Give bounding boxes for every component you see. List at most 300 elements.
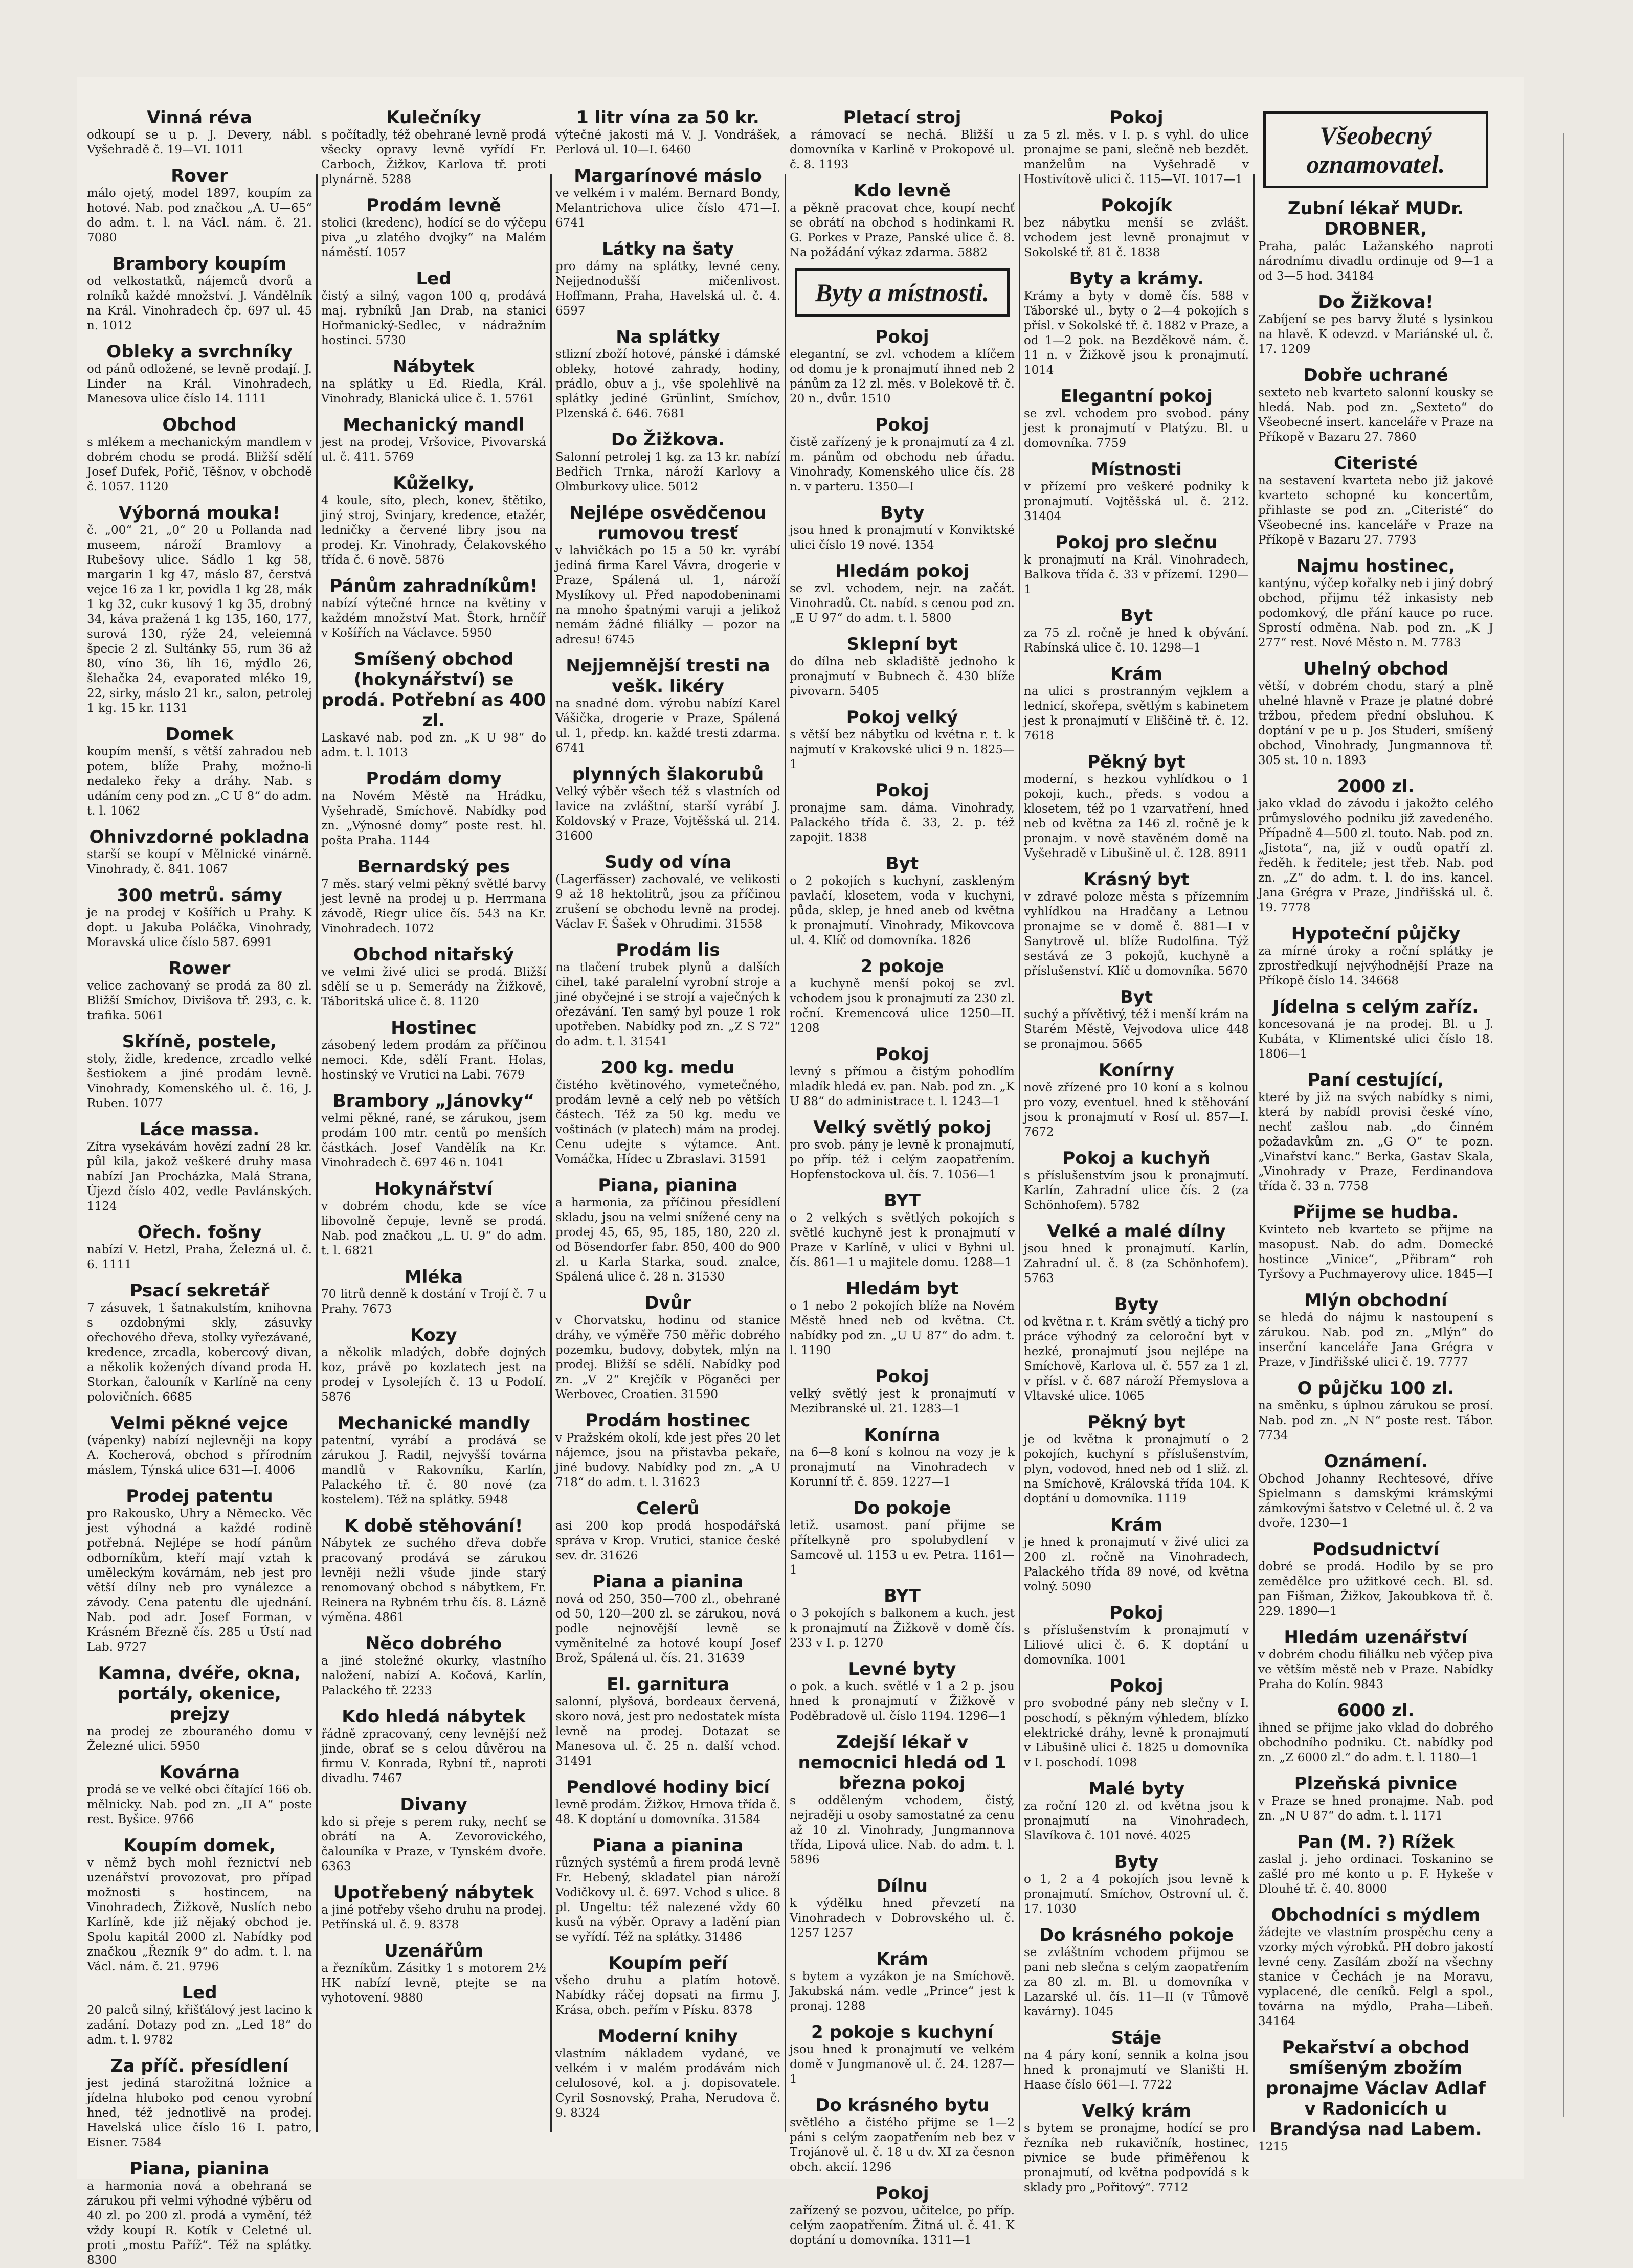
classified-ad — [555, 852, 780, 932]
ad-title: Prodej patentu — [126, 1486, 273, 1507]
ad-title: El. garnitura — [607, 1674, 729, 1695]
column-5 — [1024, 107, 1249, 2194]
column-divider — [1253, 174, 1255, 2132]
ad-title: Byt — [885, 854, 919, 874]
classified-ad — [87, 1486, 312, 1655]
classified-ad — [1024, 1603, 1249, 1668]
classified-ad — [321, 1018, 546, 1083]
ad-text: a kuchyně menší pokoj se zvl. vchodem jsou k pronajmutí za 230 zl. roční. Kremencová ulice 1250—II. 1208 — [790, 977, 1015, 1035]
ad-text: v Chorvatsku, hodinu od stanice dráhy, ve výměře 750 měřic dobrého pozemku, budovy, dobytek, mlýn na prodej. Bližší se sdělí. Nabídky pod zn. „V 2“ Krejčík v Pöganěci per Werbovec, Croatien. 31590 — [555, 1314, 780, 1401]
ad-text: pro dámy na splátky, levné ceny. Nejjednodušší mičenlivost. Hoffmann, Praha, Havelská ul. č. 4. 6597 — [555, 260, 780, 318]
ad-text: o 1 nebo 2 pokojích blíže na Novém Městě hned neb od května. Ct. nabídky pod zn. „U U 87“ do adm. t. l. 1190 — [790, 1299, 1015, 1357]
classified-ad — [1258, 292, 1493, 357]
ad-text: řádně zpracovaný, ceny levnější než jinde, obrať se s celou důvěrou na firmu V. Konrada, Rybní tř., naproti divadlu. 7467 — [321, 1727, 546, 1785]
classified-ad — [321, 945, 546, 1009]
ad-title: Byty — [1114, 1294, 1159, 1315]
ad-text: větší, v dobrém chodu, starý a plně uhelné hlavně v Praze je platné dobré tržbou, předem přední obsluhou. K doptání v pe u p. Jos Studeri, smíšený obchod, Vinohrady, Jungmannova tř. 305 st. 10 n. 1893 — [1258, 680, 1493, 767]
classified-ad — [1258, 2037, 1493, 2154]
classified-ad — [555, 1058, 780, 1167]
ad-text: čistého květinového, vymetečného, prodám levně a celý neb po větších částech. Též za 50 kg. medu ve voštinách (v platech) mám na prodej. Cenu udejte s výtamce. Ant. Vomáčka, Hídec u Zbraslavi. 31591 — [555, 1079, 780, 1166]
classified-ad — [87, 1835, 312, 1974]
ad-text: v přízemí pro veškeré podniky k pronajmutí. Vojtěšská ul. č. 212. 31404 — [1024, 480, 1249, 523]
classified-ad — [321, 857, 546, 936]
classified-ad — [87, 1413, 312, 1478]
ad-title: Koupím domek, — [123, 1835, 276, 1856]
ad-title: Rower — [168, 958, 231, 979]
ad-text: jsou hned k pronajmutí. Karlín, Zahradní ul. č. 8 (za Schönhofem). 5763 — [1024, 1242, 1249, 1285]
ad-title: Zubní lékař MUDr. DROBNER, — [1287, 198, 1464, 239]
classified-ad — [790, 2022, 1015, 2087]
classified-ad — [1258, 659, 1493, 768]
classified-ad — [321, 1516, 546, 1625]
ad-text: vlastním nákladem vydané, ve velkém i v malém prodávám nich celulosové, kol. a j. dopisovatele. Cyril Sosnovský, Praha, Nerudova č. 9. 8324 — [555, 2047, 780, 2120]
ad-text: patentní, vyrábí a prodává se zárukou J. Radil, nejvyšší továrna mandlů v Rakovníku, Karlín, Palackého tř. č. 80 nové (za kostelem). Též na splátky. 5948 — [321, 1434, 546, 1507]
ad-title: Malé byty — [1088, 1779, 1185, 1799]
ad-text: Zítra vysekávám hovězí zadní 28 kr. půl kila, jakož veškeré druhy masa nabízí Jan Procházka, Malá Strana, Újezd číslo 402, vedle Pavlánských. 1124 — [87, 1140, 312, 1213]
ad-title: 200 kg. medu — [601, 1058, 735, 1078]
ad-title: Led — [416, 268, 452, 289]
classified-ad — [1258, 776, 1493, 915]
ad-text: o pok. a kuch. světlé v 1 a 2 p. jsou hned k pronajmutí v Žižkově v Poděbradově ul. číslo 1194. 1296—1 — [790, 1680, 1015, 1723]
classified-ad — [1258, 997, 1493, 1062]
classified-ad — [321, 107, 546, 187]
ad-text: s bytem a vyzákon je na Smíchově. Jakubská nám. vedle „Prince“ jest k pronaj. 1288 — [790, 1970, 1015, 2013]
ad-text: které by již na svých nabídky s nimi, která by nabídl provisi české víno, nechť zašlou nab. „do činném požadavkům zn. „G O“ te pozn. „Vinařství kanc.“ Berka, Gastav Skala, „Vinohrady v Praze, Ferdinandova třída č. 33 n. 7758 — [1258, 1091, 1493, 1193]
ad-text: světlého a čistého přijme se 1—2 páni s celým zaopatřením neb bez v Trojánově ul. č. 18 u dv. XI za česnon obch. akcií. 1296 — [790, 2116, 1015, 2174]
ad-text: k pronajmutí na Král. Vinohradech, Balkova třída č. 33 v přízemí. 1290—1 — [1024, 553, 1249, 596]
ad-text: na prodej ze zbouraného domu v Železné ulici. 5950 — [87, 1725, 312, 1753]
ad-text: za roční 120 zl. od května jsou k pronajmutí na Vinohradech, Slavíkova č. 101 nové. 4025 — [1024, 1800, 1249, 1843]
ad-text: moderní, s hezkou vyhlídkou o 1 pokoji, kuch., předs. s vodou a klosetem, též po 1 vzarvatření, hned neb od května za 146 zl. ročně je k pronajm. v nově stavěném domě na Vyšehradě v Libušině ul. č. 128. 8911 — [1024, 773, 1249, 860]
ad-title: Hypoteční půjčky — [1291, 924, 1461, 944]
classified-ad — [1024, 268, 1249, 378]
classified-ad — [321, 769, 546, 848]
ad-text: Velký výběr všech též s vlastních od lavice na zvláštní, starší vyrábí J. Koldovský v Praze, Vojtěšská ul. 214. 31600 — [555, 785, 780, 843]
classified-ad — [321, 195, 546, 260]
ad-title: Ohnivzdorné pokladna — [89, 827, 310, 847]
ad-title: 300 metrů. sámy — [116, 885, 283, 906]
classified-ad — [321, 576, 546, 641]
ad-title: Led — [182, 1983, 217, 2003]
ad-text: odkoupí se u p. J. Devery, nábl. Vyšehradě č. 19—VI. 1011 — [87, 128, 312, 156]
classified-ad — [1024, 1412, 1249, 1507]
ad-title: Mléka — [404, 1267, 463, 1287]
ad-text: na snadné dom. výrobu nabízí Karel Vášička, drogerie v Praze, Spálená ul. 1, předp. kn. každé tresti zdarma. 6741 — [555, 697, 780, 755]
classified-ad — [555, 107, 780, 158]
ad-title: Oznámení. — [1324, 1451, 1428, 1472]
ad-text: nabízí V. Hetzl, Praha, Železná ul. č. 6. 1111 — [87, 1243, 312, 1271]
ad-title: Láce massa. — [139, 1119, 260, 1140]
ad-text: č. „00“ 21, „0“ 20 u Pollanda nad museem, nároží Bramlovy a Rubešovy ulice. Sádlo 1 kg 58, margarin 1 kg 47, máslo 87, čerstvá vejce 16 za 1 kr, povidla 1 kg 28, mák 1 kg 32, cukr kusový 1 kg 35, drobný 34, káva pražená 1 kg 135, 160, 177, surová 130, rýže 24, veleiemná špecie 2 zl. Sultánky 55, rum 36 až 80, víno 36, líh 16, mýdlo 26, šlehačka 24, evaporated mléko 19, 22, sirky, máslo 21 kr., salon, petrolej 1 kg. 15 kr. 1131 — [87, 524, 312, 715]
classified-ad — [555, 764, 780, 844]
ad-title: Uzenářům — [384, 1941, 483, 1961]
classified-ad — [87, 958, 312, 1023]
classified-ad — [1024, 532, 1249, 597]
ad-title: Krásný byt — [1083, 869, 1190, 890]
ad-text: pro svobodné pány neb slečny v I. poschodí, s pěkným výhledem, blízko elektrické dráhy, levně k pronajmutí v Libušině ulici č. 1825 u domovníka v I. poschodí. 1098 — [1024, 1697, 1249, 1769]
classified-ad — [1024, 1148, 1249, 1213]
classified-ad — [321, 268, 546, 348]
classified-ad — [790, 634, 1015, 699]
ad-title: Pokoj a kuchyň — [1062, 1148, 1211, 1169]
classified-ad — [1258, 1202, 1493, 1282]
ad-text: koncesovaná je na prodej. Bl. u J. Kubáta, v Klimentské ulici číslo 18. 1806—1 — [1258, 1018, 1493, 1061]
classified-ad — [321, 1794, 546, 1874]
ad-text: výtečné jakosti má V. J. Vondrášek, Perlová ul. 10—I. 6460 — [555, 128, 780, 156]
classified-ad — [790, 1044, 1015, 1109]
ad-title: Kůželky, — [393, 473, 475, 493]
ad-text: na 6—8 koní s kolnou na vozy je k pronajmutí na Vinohradech v Korunní tř. č. 859. 1227—1 — [790, 1446, 1015, 1489]
ad-title: Místnosti — [1091, 459, 1182, 480]
classified-ad — [87, 1762, 312, 1827]
ad-title: Byty — [1114, 1852, 1159, 1872]
ad-title: Ořech. fošny — [137, 1222, 262, 1243]
ad-text: jako vklad do závodu i jakožto celého průmyslového podniku již zavedeného. Případně 4—500 zl. touto. Nab. pod zn. „Jistota“, na, již v oudů opatří zl. ředěh. k ředitele; jest třeb. Nab. pod zn. „Z“ do adm. t. l. do ins. kancel. Jana Grégra v Praze, Jindřišská ul. č. 19. 7778 — [1258, 797, 1493, 914]
classified-ad — [790, 707, 1015, 772]
classified-ad — [321, 1941, 546, 2006]
ad-title: Za příč. přesídlení — [110, 2056, 289, 2076]
ad-title: Pletací stroj — [843, 107, 961, 128]
ad-title: Hledám byt — [845, 1278, 959, 1299]
classified-ad — [790, 2183, 1015, 2248]
ad-text: Nábytek ze suchého dřeva dobře pracovaný prodává se zárukou levněji nežli všude jinde starý renomovaný obchod s nábytkem, Fr. Reinera na Rybném trhu čís. 8. Lázně výměna. 4861 — [321, 1537, 546, 1624]
classified-ad — [1258, 924, 1493, 989]
ad-title: 1 litr vína za 50 kr. — [576, 107, 759, 128]
classified-ad — [1258, 1627, 1493, 1692]
ad-text: dobré se prodá. Hodilo by se pro zemědělce pro užitkové cech. Bl. sd. pan Fišman, Žižkov, Jakoubkova tř. č. 229. 1890—1 — [1258, 1560, 1493, 1618]
ad-title: 2 pokoje s kuchyní — [811, 2022, 994, 2042]
ad-text: prodá se ve velké obci čítající 166 ob. mělnicky. Nab. pod zn. „II A“ poste rest. Byšice. 9766 — [87, 1783, 312, 1826]
ad-text: čistě zařízený je k pronajmutí za 4 zl. m. pánům od obchodu neb úřadu. Vinohrady, Komenského ulice čís. 28 n. v parteru. 1350—I — [790, 436, 1015, 493]
ad-text: 70 litrů denně k dostání v Trojí č. 7 u Prahy. 7673 — [321, 1288, 546, 1316]
ad-text: málo ojetý, model 1897, koupím za hotové. Nab. pod značkou „A. U—65“ do adm. t. l. na Václ. nám. č. 21. 7080 — [87, 187, 312, 244]
classified-ad — [321, 473, 546, 568]
classified-ad — [321, 1633, 546, 1698]
ad-text: s mlékem a mechanickým mandlem v dobrém chodu se prodá. Bližší sdělí Josef Dufek, Pořič, Těšnov, v obchodě č. 1057. 1120 — [87, 436, 312, 493]
ad-text: v lahvičkách po 15 a 50 kr. vyrábí jediná firma Karel Vávra, drogerie v Praze, Spálená ul. 1, nároží Myslíkovy ul. Před napodobeninami na mnoho špatnými varuji a jelikož nemám žádné filiálky — pozor na adresu! 6745 — [555, 544, 780, 646]
ad-title: Pokoj — [875, 415, 929, 435]
ad-text: Laskavé nab. pod zn. „K U 98“ do adm. t. l. 1013 — [321, 731, 546, 759]
classified-ad — [1024, 386, 1249, 451]
ad-text: všeho druhu a platím hotově. Nabídky ráčej dopsati na firmu J. Krása, obch. peřím v Písku. 8378 — [555, 1974, 780, 2017]
ad-text: s příslušenstvím k pronajmutí v Liliové ulici č. 6. K doptání u domovníka. 1001 — [1024, 1624, 1249, 1667]
section-header-notices: Všeobecný oznamovatel. — [1263, 111, 1488, 188]
classified-ad — [1024, 459, 1249, 524]
ad-title: Velké a malé dílny — [1047, 1221, 1226, 1242]
classified-ad — [790, 854, 1015, 948]
classified-ad — [790, 415, 1015, 495]
ad-text: suchý a přívětivý, též i menší krám na Starém Městě, Vejvodova ulice 448 se pronajmou. 5665 — [1024, 1008, 1249, 1051]
ad-title: Do pokoje — [853, 1498, 951, 1518]
classified-ad — [790, 1117, 1015, 1182]
ad-text: 20 palců silný, křišťálový jest lacino k zadání. Dotazy pod zn. „Led 18“ do adm. t. l. 9782 — [87, 2004, 312, 2047]
classified-ad — [321, 1706, 546, 1786]
ad-title: Pendlové hodiny bicí — [566, 1777, 770, 1798]
ad-text: stolici (kredenc), hodící se do výčepu piva „u zlatého dvojky“ na Malém náměstí. 1057 — [321, 216, 546, 259]
ad-title: Na splátky — [616, 327, 720, 347]
classified-ad — [87, 2159, 312, 2268]
ad-text: stoly, židle, kredence, zrcadlo velké šestiokem a jiné prodám levně. Vinohrady, Komenského ul. č. 16, J. Ruben. 1077 — [87, 1052, 312, 1110]
ad-title: Mlýn obchodní — [1304, 1290, 1447, 1311]
classified-ad — [1258, 1451, 1493, 1531]
ad-text: a rámovací se nechá. Bližší u domovníka v Karlině v Prokopové ul. č. 8. 1193 — [790, 128, 1015, 171]
ad-title: Brambory koupím — [112, 254, 287, 274]
ad-text: v dobrém chodu filiálku neb výčep piva ve větším městě neb v Praze. Nabídky Praha do Kolín. 9843 — [1258, 1648, 1493, 1691]
ad-text: zásobený ledem prodám za příčinou nemoci. Kde, sdělí Frant. Holas, hostinský ve Vrutici na Labi. 7679 — [321, 1039, 546, 1082]
ad-text: na směnku, s úplnou zárukou se prosí. Nab. pod zn. „N N“ poste rest. Tábor. 7734 — [1258, 1399, 1493, 1442]
classified-ad — [87, 885, 312, 950]
ad-title: Nejjemnější tresti na vešk. likéry — [566, 656, 770, 697]
classified-ad — [555, 1835, 780, 1945]
ad-text: zaslal j. jeho ordinaci. Toskanino se zašlé pro mé konto u p. F. Hykeše v Dlouhé tř. č. 40. 8000 — [1258, 1853, 1493, 1896]
ad-title: Celerů — [636, 1498, 700, 1519]
classified-ad — [321, 649, 546, 760]
ad-title: Výborná mouka! — [119, 503, 280, 523]
column-1 — [87, 107, 312, 2267]
ad-text: bez nábytku menší se zvlášt. vchodem jest levně pronajmut v Sokolské tř. 81 č. 1838 — [1024, 216, 1249, 259]
ad-title: Podsudnictví — [1312, 1539, 1439, 1560]
column-divider — [550, 174, 552, 2132]
ad-title: Prodám levně — [366, 195, 501, 216]
classified-ad — [555, 430, 780, 495]
ad-text: a harmonia, za příčinou přesídlení skladu, jsou na velmi snížené ceny na prodej 45, 65, 95, 185, 180, 220 zl. od Bösendorfer fabr. 850, 400 do 900 zl. u Karla Starka, soud. znalce, Spálená ulice č. 28 n. 31530 — [555, 1196, 780, 1284]
classified-ad — [321, 356, 546, 407]
ad-title: 2 pokoje — [860, 956, 944, 977]
ad-title: Do krásného pokoje — [1039, 1925, 1234, 1945]
ad-title: Obchodníci s mýdlem — [1271, 1905, 1481, 1925]
ad-text: stlizní zboží hotové, pánské i dámské obleky, hotové zahrady, hodiny, prádlo, obuv a j., vše spolehlivě na splátky jediné Grünlint, Smíchov, Plzenská č. 646. 7681 — [555, 348, 780, 420]
ad-title: Do krásného bytu — [815, 2095, 989, 2116]
ad-title: Dvůr — [644, 1293, 691, 1313]
classified-ad — [87, 107, 312, 158]
ad-title: Pekařství a obchod smíšeným zbožím pronajme Václav Adlaf v Radonicích u Brandýsa nad Labem. — [1266, 2037, 1486, 2140]
ad-text: salonní, plyšová, bordeaux červená, skoro nová, jest pro nedostatek místa levně na prodej. Dotazat se Manesova ul. č. 25 n. další vchod. 31491 — [555, 1695, 780, 1768]
ad-text: je hned k pronajmutí v živé ulici za 200 zl. ročně na Vinohradech, Palackého třída 89 nové, od května volný. 5090 — [1024, 1536, 1249, 1593]
classified-ad — [1024, 2101, 1249, 2195]
ad-title: Kulečníky — [386, 107, 481, 128]
classified-ad — [790, 1732, 1015, 1868]
classified-ad — [790, 1498, 1015, 1578]
ad-title: Domek — [165, 724, 234, 745]
ad-text: (vápenky) nabízí nejlevněji na kopy A. Kocherová, obchod s přírodním máslem, Týnská ulice 631—I. 4006 — [87, 1434, 312, 1477]
classified-ad — [1024, 1852, 1249, 1917]
ad-title: Do Žižkova! — [1318, 292, 1434, 312]
ad-title: BYT — [884, 1586, 921, 1606]
ad-title: Pěkný byt — [1087, 752, 1185, 772]
ad-text: na tlačení trubek plynů a dalších cihel, také paralelní vyrobní stroje a jiné obyčejné i se strojí a vaječných k ořezávání. Ten samý byl pouze 1 rok upotřeben. Nabídky pod zn. „Z S 72“ do adm. t. l. 31541 — [555, 961, 780, 1048]
classified-ad — [790, 107, 1015, 172]
ad-title: Prodám domy — [366, 769, 502, 789]
ad-title: Pokoj — [875, 1366, 929, 1387]
classified-ad — [555, 2026, 780, 2121]
ad-title: Byty — [880, 503, 925, 523]
ad-text: ihned se přijme jako vklad do dobrého obchodního podniku. Ct. nabídky pod zn. „Z 6000 zl.“ do adm. t. l. 1180—1 — [1258, 1721, 1493, 1764]
classified-ad — [1258, 1070, 1493, 1194]
ad-title: Koupím peří — [608, 1953, 728, 1973]
classified-ad — [321, 1091, 546, 1171]
ad-title: Pokoj — [1109, 107, 1164, 128]
classified-ad — [1258, 365, 1493, 445]
ad-text: v Praze se hned pronajme. Nab. pod zn. „N U 87“ do adm. t. l. 1171 — [1258, 1794, 1493, 1823]
classified-ad — [1024, 605, 1249, 656]
classified-ad — [1024, 1925, 1249, 2019]
classified-ad — [1258, 1773, 1493, 1824]
classified-ad — [555, 1674, 780, 1769]
ad-text: jsou hned k pronajmutí v Konviktské ulici číslo 19 nové. 1354 — [790, 524, 1015, 552]
classified-ad — [790, 1876, 1015, 1941]
ad-text: zařízený se pozvou, učitelce, po příp. celým zaopatřením. Žitná ul. č. 41. K doptání u domovníka. 1311—1 — [790, 2204, 1015, 2247]
ad-title: Krám — [876, 1949, 928, 1969]
ad-text: se zvl. vchodem pro svobod. pány jest k pronajmutí v Platýzu. Bl. u domovníka. 7759 — [1024, 407, 1249, 450]
ad-text: za 75 zl. ročně je hned k obývání. Rabínská ulice č. 10. 1298—1 — [1024, 626, 1249, 655]
ad-text: 1215 — [1258, 2140, 1288, 2153]
ad-text: pro svob. pány je levně k pronajmutí, po příp. též i celým zaopatřením. Hopfenstockova ul. čís. 7. 1056—1 — [790, 1138, 1015, 1181]
ad-text: jsou hned k pronajmutí ve velkém domě v Jungmanově ul. č. 24. 1287—1 — [790, 2043, 1015, 2086]
classified-ad — [790, 1586, 1015, 1651]
ad-title: Plzeňská pivnice — [1294, 1773, 1458, 1794]
classified-ad — [87, 724, 312, 819]
ad-title: Byt — [1120, 605, 1153, 626]
ad-text: 4 koule, síto, plech, konev, štětiko, jiný stroj, Svinjary, kredence, etažér, ledničky a červené libry jsou na prodej. Kr. Vinohrady, Čelakovského třída č. 6 nově. 5876 — [321, 494, 546, 567]
ad-text: je na prodej v Košířích u Prahy. K dopt. u Jakuba Poláčka, Vinohrady, Moravská ulice číslo 587. 6991 — [87, 906, 312, 949]
classified-ad — [790, 503, 1015, 553]
ad-text: na sestavení kvarteta nebo již jakové kvarteto schopné ku koncertům, přihlaste se pod zn. „Citeristé“ do Všeobecné ins. kanceláře v Praze na Příkopě v Bazaru 27. 7793 — [1258, 474, 1493, 547]
ad-title: 6000 zl. — [1337, 1700, 1415, 1721]
classified-ad — [87, 166, 312, 245]
classified-ad — [1258, 1378, 1493, 1443]
ad-text: čistý a silný, vagon 100 q, prodává maj. rybníků Jan Drab, na stanici Hořmanický-Sedlec, v nádražním hostinci. 5730 — [321, 289, 546, 347]
ad-text: od velkostatků, nájemců dvorů a rolníků každé množství. J. Vándělník na Král. Vinohradech čp. 697 ul. 45 n. 1012 — [87, 275, 312, 332]
ad-text: za mírné úroky a roční splátky je zprostředkují nejvýhodnější Praze na Příkopě číslo 14. 34668 — [1258, 945, 1493, 987]
ad-title: Pánům zahradníkům! — [329, 576, 538, 596]
classified-ad — [1024, 195, 1249, 260]
ad-title: Margarínové máslo — [574, 166, 762, 186]
ad-text: a jiné stoležné okurky, vlastního naložení, nabízí A. Kočová, Karlín, Palackého tř. 2233 — [321, 1654, 546, 1697]
column-divider — [785, 174, 786, 2132]
classified-ad — [1024, 1294, 1249, 1404]
ad-text: od května r. t. Krám světlý a tichý pro práce výhodný za celoroční byt v hezké, pronajmutí jsou nejlépe na Smíchově, Karlova ul. č. 557 za 1 zl. v přísl. v č. 687 nároží Přemyslova a Vltavské ulice. 1065 — [1024, 1315, 1249, 1403]
ad-text: velice zachovaný se prodá za 80 zl. Bližší Smíchov, Divišova tř. 293, c. k. trafika. 5061 — [87, 979, 312, 1022]
classified-ad — [1024, 1779, 1249, 1844]
page-edge — [1563, 133, 1572, 2117]
classified-ad — [1024, 664, 1249, 744]
ad-title: Obchod — [162, 415, 237, 435]
ad-text: Obchod Johanny Rechtesové, dříve Spielmann s damskými krámskými zámkovými šatstvo v Celetné ul. č. 2 va dvoře. 1230—1 — [1258, 1472, 1493, 1530]
ad-title: Pokoj velký — [846, 707, 958, 728]
ad-title: Pěkný byt — [1087, 1412, 1185, 1432]
ad-title: Velmi pěkné vejce — [110, 1413, 288, 1433]
ad-text: asi 200 kop prodá hospodářská správa v Krop. Vrutici, stanice české sev. dr. 31626 — [555, 1519, 780, 1562]
ad-title: Piana, pianina — [598, 1175, 738, 1196]
classified-ad — [87, 1031, 312, 1111]
ad-title: Hostinec — [391, 1018, 477, 1038]
column-4 — [790, 107, 1015, 2247]
classified-ad — [87, 1663, 312, 1754]
column-divider — [316, 174, 318, 2132]
ad-title: Krám — [1110, 664, 1162, 684]
ad-title: Kamna, dvéře, okna, portály, okenice, prejzy — [98, 1663, 301, 1724]
ad-text: kantýnu, výčep kořalky neb i jiný dobrý obchod, přijmu též inkasisty neb podomkový, dle přání kauce po ruce. Sprostí odměna. Nab. pod zn. „K J 277“ rest. Nové Město n. M. 7783 — [1258, 577, 1493, 649]
classified-ad — [87, 254, 312, 333]
classified-ad — [555, 166, 780, 231]
ad-title: Kdo levně — [853, 181, 951, 201]
ad-title: K době stěhování! — [344, 1516, 523, 1536]
ad-text: ve velmi živé ulici se prodá. Bližší sdělí se u p. Semerády na Žižkově, Táboritská ulice č. 8. 1120 — [321, 965, 546, 1008]
classified-ad — [1258, 1700, 1493, 1765]
classified-ad — [87, 827, 312, 877]
classified-ad — [321, 1413, 546, 1508]
classified-ad — [321, 1267, 546, 1317]
column-6 — [1258, 107, 1493, 2153]
ad-text: 7 měs. starý velmi pěkný světlé barvy jest levně na prodej u p. Herrmana závodě, Riegr ulice čís. 543 na Kr. Vinohradech. 1072 — [321, 878, 546, 935]
ad-title: Hledám pokoj — [835, 561, 970, 581]
classified-ad — [87, 1119, 312, 1214]
ad-title: Bernardský pes — [357, 857, 510, 877]
ad-text: na Novém Městě na Hrádku, Vyšehradě, Smíchově. Nabídky pod zn. „Výnosné domy“ poste rest. hl. pošta Praha. 1144 — [321, 790, 546, 847]
section-header-rooms: Byty a místnosti. — [795, 268, 1010, 317]
ad-text: v němž bych mohl řeznictví neb uzenářství provozovat, pro případ možnosti s hostincem, na Vinohradech, Žižkově, Nuslích nebo Karlíně, kde již nějaký obchod je. Spolu kapitál 2000 zl. Nabídky pod značkou „Řezník 9“ do adm. t. l. na Václ. nám. č. 21. 9796 — [87, 1856, 312, 1973]
ad-title: Pokojík — [1101, 195, 1172, 216]
ad-text: letiž. usamost. paní přijme se přítelkyně pro spolubydlení v Samcově ul. 1153 u ev. Petra. 1161—1 — [790, 1519, 1015, 1577]
ad-title: Látky na šaty — [601, 239, 734, 259]
ad-title: Obleky a svrchníky — [106, 342, 293, 362]
ad-title: Sklepní byt — [846, 634, 958, 655]
ad-text: k výdělku hned převzetí na Vinohradech v Dobrovského ul. č. 1257 1257 — [790, 1897, 1015, 1940]
ad-title: Upotřebený nábytek — [333, 1882, 534, 1903]
ad-title: Brambory „Jánovky“ — [332, 1091, 535, 1111]
ad-title: Nejlépe osvědčenou rumovou tresť — [569, 503, 767, 544]
classified-ad — [87, 342, 312, 407]
ad-title: Sudy od vína — [605, 852, 731, 872]
classified-ad — [87, 1222, 312, 1272]
ad-title: Pan (M. ?) Rížek — [1297, 1832, 1455, 1852]
ad-text: se zvláštním vchodem přijmou se pani neb slečna s celým zaopatřením za 80 zl. m. Bl. u domovníka v Lazarské ul. čís. 11—II (v Tůmově kavárny). 1045 — [1024, 1946, 1249, 2018]
ad-text: na splátky u Ed. Riedla, Král. Vinohrady, Blanická ulice č. 1. 5761 — [321, 377, 546, 406]
classified-ad — [790, 1366, 1015, 1417]
classified-ad — [790, 2095, 1015, 2175]
classified-ad — [555, 239, 780, 319]
ad-text: s bytem se pronajme, hodící se pro řezníka neb rukavičník, hostinec, pivnice se bude přiměřenou k pronajmutí, od května podpovídá s k sklady pro „Pořitový“. 7712 — [1024, 2122, 1249, 2194]
ad-title: Rover — [171, 166, 228, 186]
classified-ad — [321, 1325, 546, 1405]
ad-text: se hledá do nájmu k nastoupení s zárukou. Nab. pod zn. „Mlýn“ do inserční kanceláře Jana Grégra v Praze, v Jindřišské ulici č. 19. 7777 — [1258, 1311, 1493, 1369]
ad-title: 2000 zl. — [1337, 776, 1415, 797]
classified-ad — [1258, 198, 1493, 284]
classified-ad — [1024, 1221, 1249, 1286]
ad-text: koupím menší, s větší zahradou neb potem, blíže Prahy, možno-li nedaleko řeky a dráhy. Nab. s udáním ceny pod zn. „C U 8“ do adm. t. l. 1062 — [87, 745, 312, 818]
ad-title: BYT — [884, 1191, 921, 1211]
ad-title: Uhelný obchod — [1303, 659, 1449, 679]
classified-ad — [555, 1175, 780, 1285]
ad-text: s odděleným vchodem, čistý, nejraději u osoby samostatné za cenu až 10 zl. Vinohrady, Jungmannova třída, Lipová ulice. Nab. do adm. t. l. 5896 — [790, 1794, 1015, 1867]
classified-ad — [1258, 1539, 1493, 1619]
ad-text: s počítadly, též obehrané levně prodá všecky opravy levně vyřídí Fr. Carboch, Žižkov, Karlova tř. proti plynárně. 5288 — [321, 128, 546, 186]
ad-text: ve velkém i v malém. Bernard Bondy, Melantrichova ulice číslo 471—I. 6741 — [555, 187, 780, 230]
ad-title: Smíšený obchod (hokynářství) se prodá. Potřební as 400 zl. — [321, 649, 546, 731]
ad-title: Elegantní pokoj — [1060, 386, 1213, 407]
ad-title: Zdejší lékař v nemocnici hledá od 1 března pokoj — [798, 1732, 1006, 1793]
ad-text: a řezníkům. Zásitky 1 s motorem 2½ HK nabízí levně, ptejte se na vyhotovení. 9880 — [321, 1962, 546, 2005]
ad-text: levně prodám. Žižkov, Hrnova třída č. 48. K doptání u domovníka. 31584 — [555, 1798, 780, 1826]
classified-ad — [1258, 556, 1493, 650]
ad-title: Přijme se hudba. — [1293, 1202, 1459, 1223]
classified-ad — [1024, 107, 1249, 187]
classified-ad — [87, 2056, 312, 2150]
classified-ad — [790, 1949, 1015, 2014]
ad-text: různých systémů a firem prodá levně Fr. Hebený, skladatel pian nároží Vodičkovy ul. č. 697. Vchod s ulice. 8 pl. Ungeltu: též nalezené vždy 60 kusů na výběr. Opravy a ladění pian se vyřídí. Též na splátky. 31486 — [555, 1856, 780, 1944]
ad-title: Levné byty — [848, 1659, 956, 1679]
ad-title: Velký světlý pokoj — [813, 1117, 991, 1138]
